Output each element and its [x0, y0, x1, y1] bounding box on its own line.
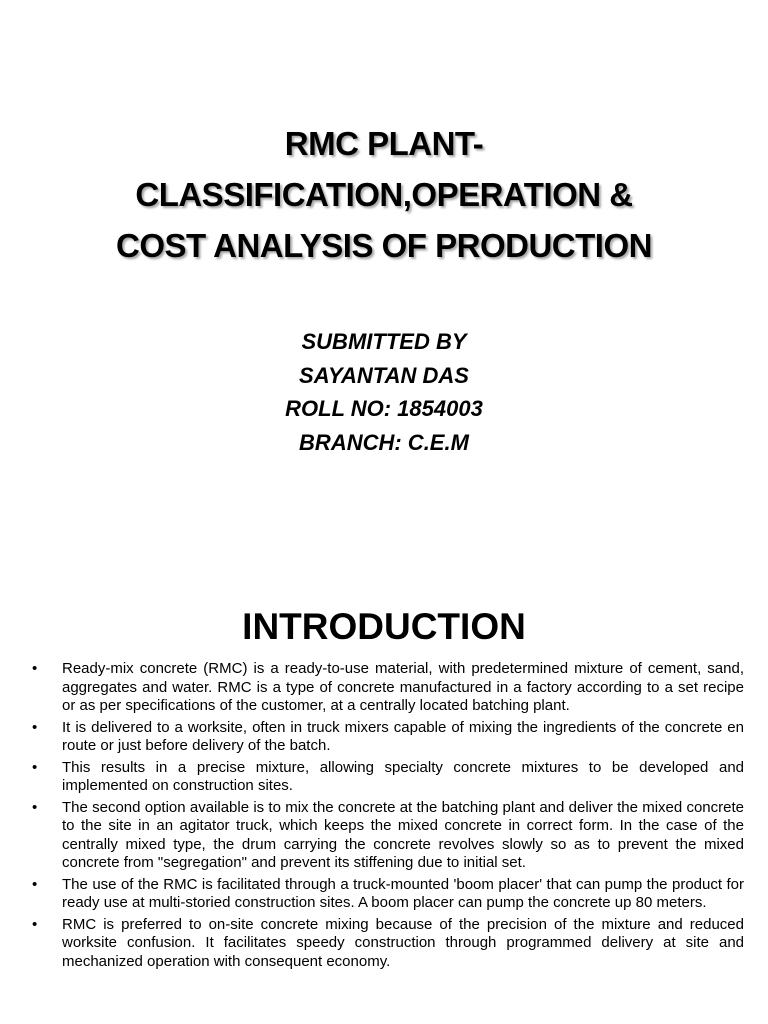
title-line-1: RMC PLANT- — [284, 125, 484, 162]
bullet-text: RMC is preferred to on-site concrete mixing because of the precision of the mixture and reduced worksite confusion. It facilitates speedy construction through programmed delivery at site and mechanized operation with consequent economy. — [62, 915, 744, 970]
bullet-text: This results in a precise mixture, allowing specialty concrete mixtures to be developed and implemented on construction sites. — [62, 758, 744, 794]
branch: BRANCH: C.E.M — [299, 429, 469, 455]
list-item — [32, 719, 744, 756]
list-item — [32, 759, 744, 796]
roll-number: ROLL NO: 1854003 — [285, 396, 483, 421]
list-item — [32, 799, 744, 873]
title-line-2: CLASSIFICATION,OPERATION & — [135, 176, 633, 213]
submission-details — [0, 325, 768, 459]
introduction-slide — [0, 576, 768, 1024]
submitted-by-label: SUBMITTED BY — [301, 329, 467, 354]
bullet-icon: • — [32, 798, 38, 816]
bullet-text: It is delivered to a worksite, often in truck mixers capable of mixing the ingredients of the concrete en route or just before delivery of the batch. — [62, 718, 744, 754]
bullet-list — [32, 660, 744, 974]
introduction-heading: INTRODUCTION — [242, 606, 526, 647]
bullet-icon: • — [32, 875, 38, 893]
bullet-icon: • — [32, 718, 38, 736]
bullet-text: Ready-mix concrete (RMC) is a ready-to-use material, with predetermined mixture of cement, sand, aggregates and water. RMC is a type of concrete manufactured in a factory according to a set recipe or as per specifications of the customer, at a centrally located batching plant. — [62, 660, 744, 714]
list-item — [32, 876, 744, 913]
title-line-3: COST ANALYSIS OF PRODUCTION — [116, 227, 652, 264]
author-name: SAYANTAN DAS — [299, 362, 469, 388]
list-item — [32, 916, 744, 972]
bullet-text: The use of the RMC is facilitated through a truck-mounted 'boom placer' that can pump the product for ready use at multi-storied construction sites. A boom placer can pump the concrete up 80 meters. — [62, 875, 744, 911]
slide-title — [0, 118, 768, 271]
bullet-icon: • — [32, 660, 38, 677]
bullet-text: The second option available is to mix the concrete at the batching plant and deliver the mixed concrete to the site in an agitator truck, which keeps the mixed concrete in correct form. In the case of the centrally mixed type, the drum carrying the concrete revolves slowly so as to prevent the mixed concrete from "segregation" and prevent its stiffening due to initial set. — [62, 798, 744, 871]
bullet-icon: • — [32, 758, 38, 776]
bullet-icon: • — [32, 915, 38, 933]
list-item — [32, 660, 744, 716]
